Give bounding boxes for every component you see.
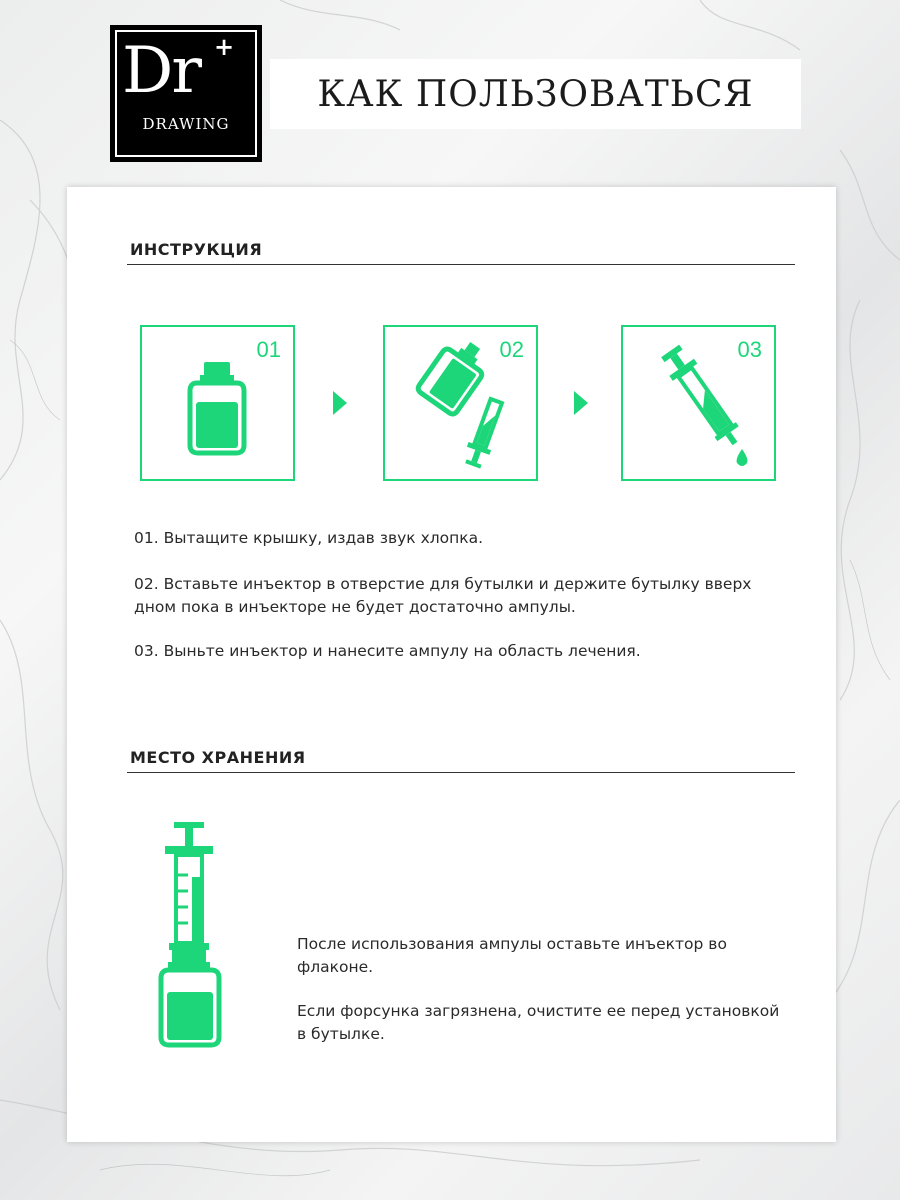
storage-text-1: После использования ампулы оставьте инъектор во флаконе. <box>297 935 727 976</box>
logo-plus: + <box>214 32 235 61</box>
vial-injector-icon <box>385 327 540 483</box>
storage-title: МЕСТО ХРАНЕНИЯ <box>130 748 306 767</box>
vial-icon <box>142 327 297 483</box>
dropper-icon <box>623 327 778 483</box>
storage-divider <box>127 772 795 773</box>
stored-injector-icon <box>155 819 225 1049</box>
title-banner <box>270 59 801 129</box>
step-1-card <box>140 325 295 481</box>
logo-text: Dr <box>122 34 200 108</box>
step-2-card <box>383 325 538 481</box>
step-2-number: 02 <box>499 337 524 362</box>
step-3-number: 03 <box>737 337 762 362</box>
arrow-right-icon <box>574 391 588 415</box>
instructions-divider <box>127 264 795 265</box>
step-1-number: 01 <box>256 337 281 362</box>
arrow-right-icon <box>333 391 347 415</box>
instruction-text-3: 03. Выньте инъектор и нанесите ампулу на область лечения. <box>134 642 641 660</box>
storage-text-2: Если форсунка загрязнена, очистите ее перед установкой в бутылке. <box>297 1002 780 1043</box>
page-title: КАК ПОЛЬЗОВАТЬСЯ <box>317 73 754 115</box>
logo-word: DRAWING <box>142 115 230 133</box>
instructions-title: ИНСТРУКЦИЯ <box>130 240 263 259</box>
step-3-card <box>621 325 776 481</box>
content-card <box>67 187 836 1142</box>
instruction-text-1: 01. Вытащите крышку, издав звук хлопка. <box>134 529 484 547</box>
instruction-text-2: 02. Вставьте инъектор в отверстие для бутылки и держите бутылку вверх дном пока в инъекторе не будет достаточно ампулы. <box>134 575 752 616</box>
brand-logo <box>110 25 262 162</box>
